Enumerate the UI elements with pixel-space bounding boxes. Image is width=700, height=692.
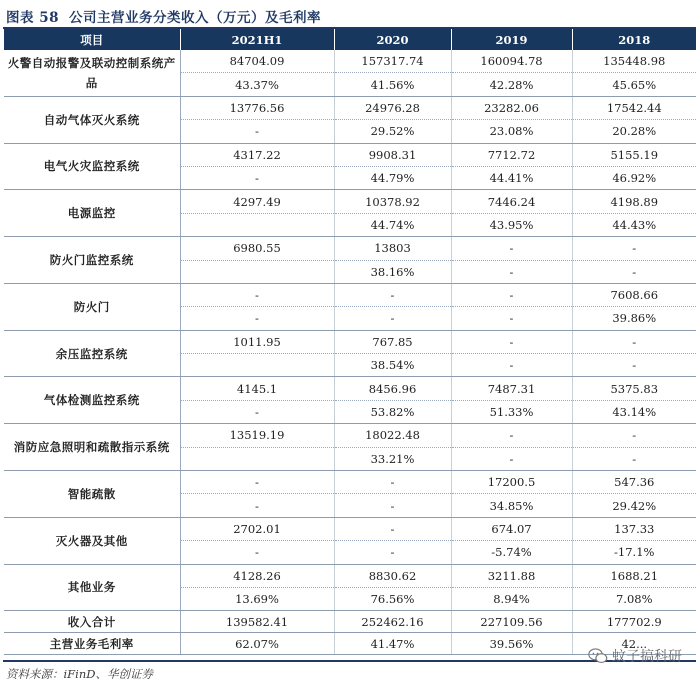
margin-cell: 44.43% [572,213,696,236]
margin-cell: 46.92% [572,166,696,189]
margin-cell: 39.86% [572,307,696,330]
total-revenue-cell: 177702.9 [572,611,696,633]
segment-name: 消防应急照明和疏散指示系统 [4,424,180,471]
revenue-cell: 160094.78 [451,50,572,73]
revenue-cell: 547.36 [572,471,696,494]
margin-cell: 44.74% [334,213,451,236]
revenue-cell: - [180,471,334,494]
margin-cell: 20.28% [572,120,696,143]
margin-cell: 44.41% [451,166,572,189]
margin-cell: 34.85% [451,494,572,517]
figure-title [6,6,321,26]
margin-cell: 38.16% [334,260,451,283]
margin-cell: - [334,307,451,330]
revenue-cell: - [572,424,696,447]
header-item: 项目 [4,29,180,50]
revenue-cell: 4145.1 [180,377,334,400]
margin-cell: - [334,494,451,517]
revenue-cell: 23282.06 [451,96,572,119]
revenue-cell: 8456.96 [334,377,451,400]
segment-revenue-row [4,377,696,400]
segment-revenue-row [4,237,696,260]
total-margin-cell: 39.56% [451,633,572,655]
revenue-cell: 24976.28 [334,96,451,119]
revenue-cell: 137.33 [572,517,696,540]
segment-revenue-row [4,96,696,119]
revenue-cell: 4128.26 [180,564,334,587]
revenue-cell: 4297.49 [180,190,334,213]
margin-cell: - [451,354,572,377]
revenue-cell: 13776.56 [180,96,334,119]
revenue-cell: 135448.98 [572,50,696,73]
margin-cell: 53.82% [334,400,451,423]
revenue-cell: 13803 [334,237,451,260]
margin-cell: - [180,307,334,330]
figure-label: 图表 58 [6,10,59,26]
segment-revenue-row [4,143,696,166]
margin-cell: - [180,494,334,517]
margin-cell: - [334,541,451,564]
segment-revenue-row [4,190,696,213]
margin-cell: 8.94% [451,587,572,610]
revenue-cell: - [334,517,451,540]
segment-name: 余压监控系统 [4,330,180,377]
revenue-cell: 9908.31 [334,143,451,166]
margin-cell: - [180,120,334,143]
revenue-cell: - [572,237,696,260]
revenue-cell: - [180,283,334,306]
segment-name: 自动气体灭火系统 [4,96,180,143]
figure-title-text: 公司主营业务分类收入（万元）及毛利率 [69,10,321,26]
total-margin-cell: 42... [572,633,696,655]
total-revenue-cell: 139582.41 [180,611,334,633]
segment-name: 其他业务 [4,564,180,611]
segment-name: 灭火器及其他 [4,517,180,564]
margin-cell: - [572,354,696,377]
revenue-cell: - [334,283,451,306]
segment-revenue-row [4,471,696,494]
revenue-cell: 4198.89 [572,190,696,213]
revenue-cell: 10378.92 [334,190,451,213]
revenue-cell: 3211.88 [451,564,572,587]
revenue-cell: 5155.19 [572,143,696,166]
margin-cell: 43.14% [572,400,696,423]
table-body [4,50,696,655]
margin-cell [180,354,334,377]
header-2020: 2020 [334,29,451,50]
margin-cell: -17.1% [572,541,696,564]
margin-cell [180,260,334,283]
margin-cell: - [451,260,572,283]
margin-cell: 23.08% [451,120,572,143]
header-2019: 2019 [451,29,572,50]
margin-cell: 38.54% [334,354,451,377]
margin-cell: - [572,447,696,470]
revenue-cell: 2702.01 [180,517,334,540]
revenue-table [4,29,696,655]
margin-cell: - [451,307,572,330]
margin-cell: 29.42% [572,494,696,517]
segment-revenue-row [4,564,696,587]
total-revenue-row [4,611,696,633]
revenue-cell: 7446.24 [451,190,572,213]
segment-revenue-row [4,283,696,306]
revenue-cell: - [451,330,572,353]
revenue-cell: - [334,471,451,494]
header-2021h1: 2021H1 [180,29,334,50]
total-revenue-cell: 252462.16 [334,611,451,633]
margin-cell [180,447,334,470]
watermark [588,646,682,666]
revenue-cell: 767.85 [334,330,451,353]
revenue-cell: 5375.83 [572,377,696,400]
revenue-cell: 6980.55 [180,237,334,260]
revenue-cell: 1011.95 [180,330,334,353]
segment-revenue-row [4,50,696,73]
margin-cell: 42.28% [451,73,572,96]
margin-cell: - [451,447,572,470]
revenue-cell: 13519.19 [180,424,334,447]
margin-cell: -5.74% [451,541,572,564]
segment-revenue-row [4,424,696,447]
revenue-cell: 8830.62 [334,564,451,587]
revenue-cell: - [572,330,696,353]
total-revenue-label: 收入合计 [4,611,180,633]
margin-cell: 43.95% [451,213,572,236]
segment-revenue-row [4,330,696,353]
segment-revenue-row [4,517,696,540]
header-2018: 2018 [572,29,696,50]
segment-name: 防火门 [4,283,180,330]
revenue-cell: 17200.5 [451,471,572,494]
margin-cell: 44.79% [334,166,451,189]
revenue-cell: - [451,237,572,260]
margin-cell [180,213,334,236]
margin-cell: - [572,260,696,283]
segment-name: 电气火灾监控系统 [4,143,180,190]
margin-cell: - [180,166,334,189]
revenue-cell: 7487.31 [451,377,572,400]
revenue-cell: 18022.48 [334,424,451,447]
revenue-cell: - [451,424,572,447]
margin-cell: 41.56% [334,73,451,96]
revenue-cell: 1688.21 [572,564,696,587]
watermark-text: 蚊子搞科研 [612,649,682,665]
margin-cell: 76.56% [334,587,451,610]
segment-name: 电源监控 [4,190,180,237]
segment-name: 防火门监控系统 [4,237,180,284]
total-margin-label: 主营业务毛利率 [4,633,180,655]
header-row [4,29,696,50]
revenue-cell: 7712.72 [451,143,572,166]
segment-name: 火警自动报警及联动控制系统产品 [4,50,180,96]
margin-cell: 51.33% [451,400,572,423]
margin-cell: - [180,400,334,423]
margin-cell: 7.08% [572,587,696,610]
margin-cell: 33.21% [334,447,451,470]
wechat-icon [588,647,608,665]
total-margin-cell: 62.07% [180,633,334,655]
source-note: 资料来源：iFinD、华创证券 [6,667,153,681]
margin-cell: 45.65% [572,73,696,96]
revenue-cell: 17542.44 [572,96,696,119]
revenue-cell: 674.07 [451,517,572,540]
revenue-cell: 4317.22 [180,143,334,166]
total-revenue-cell: 227109.56 [451,611,572,633]
total-margin-cell: 41.47% [334,633,451,655]
revenue-cell: - [451,283,572,306]
revenue-cell: 84704.09 [180,50,334,73]
segment-name: 智能疏散 [4,471,180,518]
margin-cell: 43.37% [180,73,334,96]
revenue-cell: 157317.74 [334,50,451,73]
margin-cell: 13.69% [180,587,334,610]
revenue-cell: 7608.66 [572,283,696,306]
margin-cell: - [180,541,334,564]
margin-cell: 29.52% [334,120,451,143]
segment-name: 气体检测监控系统 [4,377,180,424]
